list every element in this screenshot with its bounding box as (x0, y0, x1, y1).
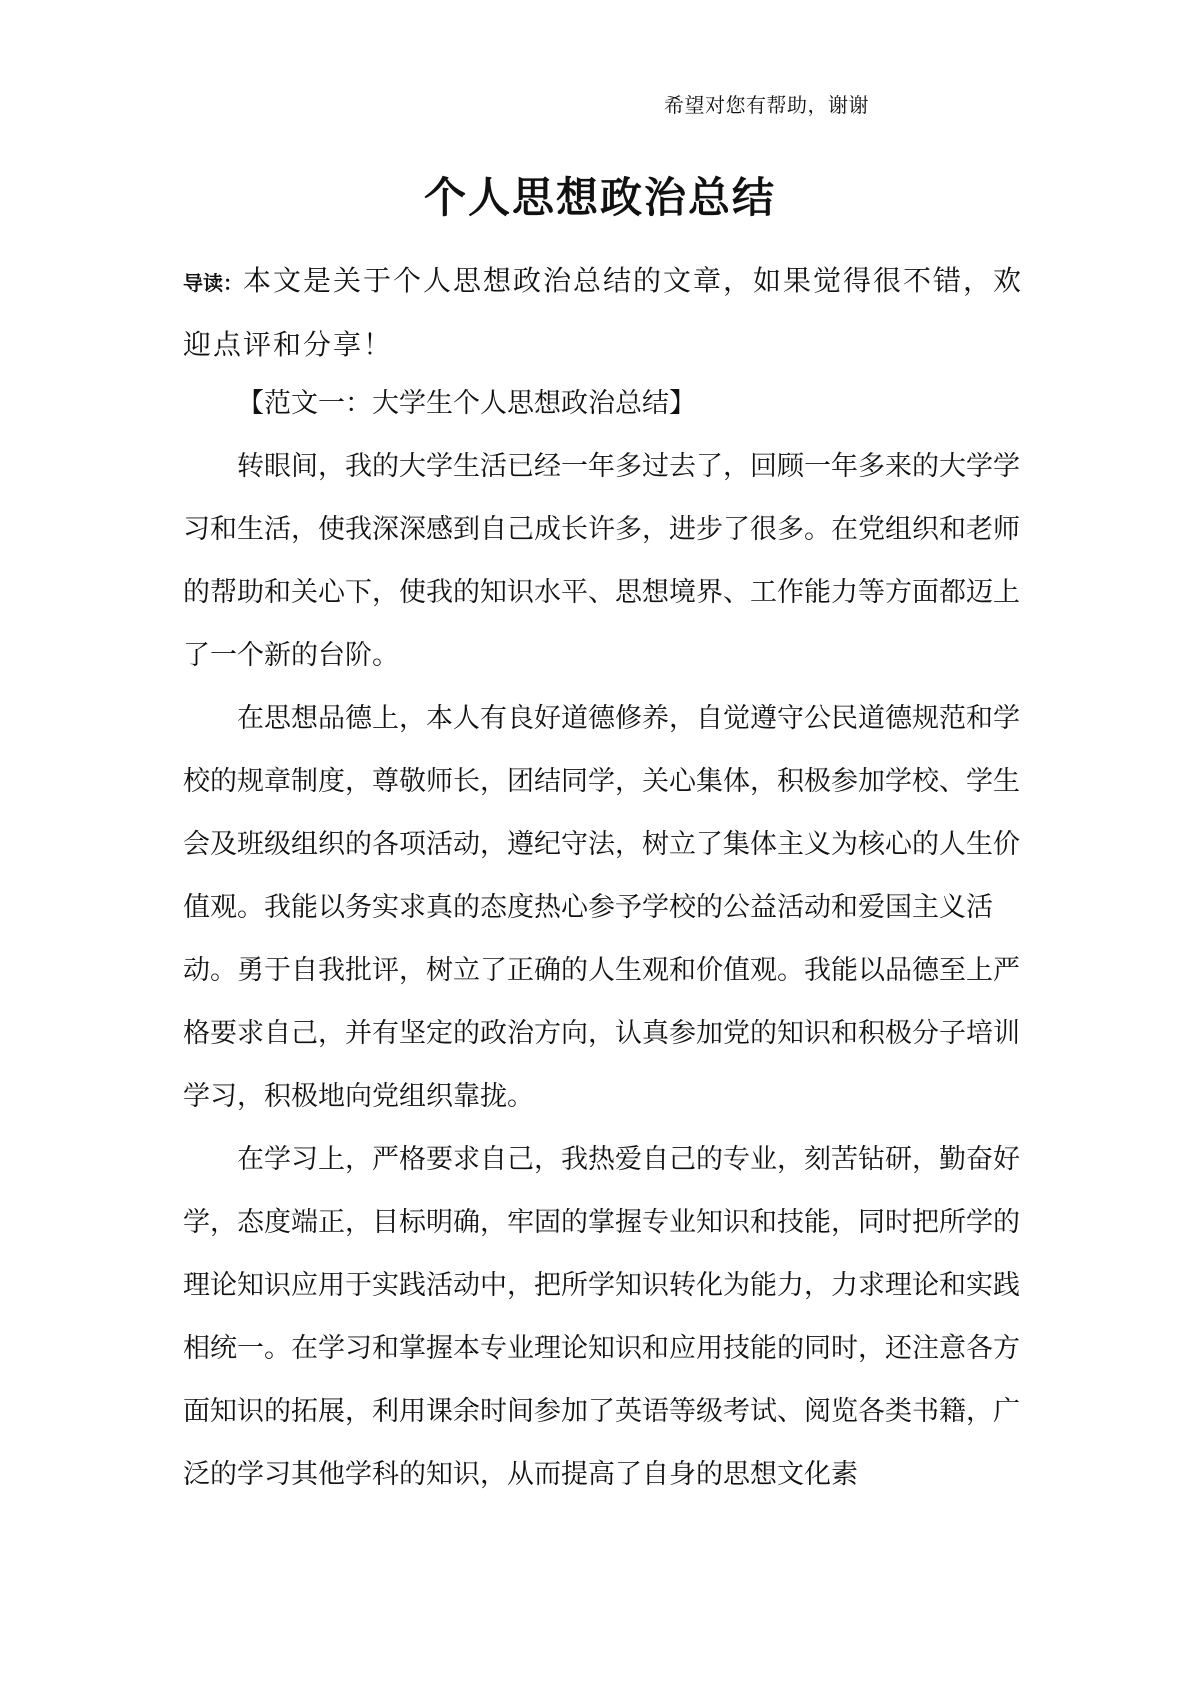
intro-paragraph (183, 250, 1033, 376)
intro-text: 本文是关于个人思想政治总结的文章，如果觉得很不错，欢迎点评和分享！ (183, 264, 1024, 361)
intro-label: 导读： (183, 271, 243, 295)
body-paragraph: 在思想品德上，本人有良好道德修养，自觉遵守公民道德规范和学校的规章制度，尊敬师长，团结同学，关心集体，积极参加学校、学生会及班级组织的各项活动，遵纪守法，树立了集体主义为核心的人生价值观。我能以务实求真的态度热心参予学校的公益活动和爱国主义活动。勇于自我批评，树立了正确的人生观和价值观。我能以品德至上严格要求自己，并有坚定的政治方向，认真参加党的知识和积极分子培训学习，积极地向党组织靠拢。 (183, 703, 1020, 1112)
body-paragraph: 转眼间，我的大学生活已经一年多过去了，回顾一年多来的大学学习和生活，使我深深感到自己成长许多，进步了很多。在党组织和老师的帮助和关心下，使我的知识水平、思想境界、工作能力等方面都迈上了一个新的台阶。 (183, 451, 1020, 671)
document-body (183, 372, 1033, 1506)
body-paragraph: 在学习上，严格要求自己，我热爱自己的专业，刻苦钻研，勤奋好学，态度端正，目标明确，牢固的掌握专业知识和技能，同时把所学的理论知识应用于实践活动中，把所学知识转化为能力，力求理论和实践相统一。在学习和掌握本专业理论知识和应用技能的同时，还注意各方面知识的拓展，利用课余时间参加了英语等级考试、阅览各类书籍，广泛的学习其他学科的知识，从而提高了自身的思想文化素 (183, 1144, 1020, 1490)
document-title: 个人思想政治总结 (423, 173, 776, 222)
header-note: 希望对您有帮助，谢谢 (664, 93, 869, 117)
section-heading: 【范文一：大学生个人思想政治总结】 (237, 388, 696, 419)
